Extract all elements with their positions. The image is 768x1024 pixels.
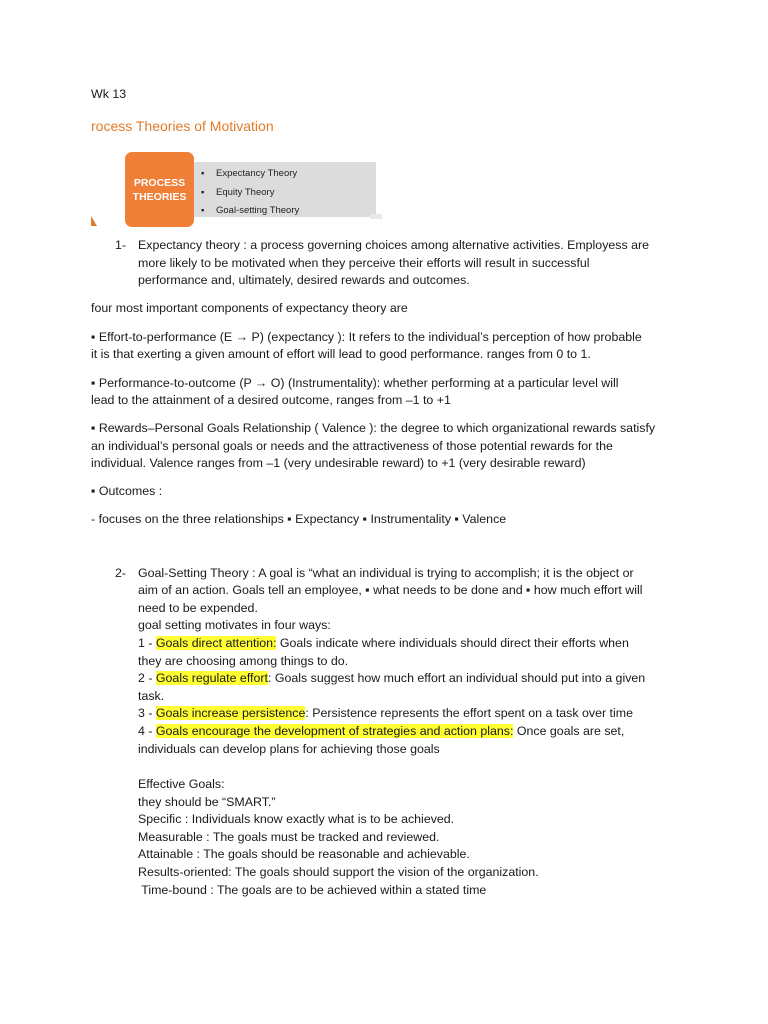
highlighted-phrase: Goals direct attention: [155, 636, 277, 650]
goal-way-line: 3 - Goals increase persistence: Persistence represents the effort spent on a task over time [138, 706, 633, 720]
smart-item: Specific : Individuals know exactly what is to be achieved. [138, 812, 455, 826]
paragraph-line: four most important components of expectancy theory are [91, 301, 408, 315]
smart-item: Results-oriented: The goals should support the vision of the organization. [138, 865, 539, 879]
process-theories-box [125, 152, 194, 227]
paragraph-line: ▪ Performance-to-outcome (P → O) (Instrumentality): whether performing at a particular level will [91, 376, 619, 390]
paragraph-line: individuals can develop plans for achieving those goals [138, 742, 440, 756]
paragraph-line: lead to the attainment of a desired outcome, ranges from –1 to +1 [91, 393, 451, 407]
process-theories-figure [90, 150, 382, 230]
paragraph-line: performance and, ultimately, desired rewards and outcomes. [138, 273, 470, 287]
paragraph-line: ▪ Effort-to-performance (E → P) (expectancy ): It refers to the individual’s perception of how probable [91, 330, 642, 344]
highlighted-phrase: Goals increase persistence [155, 706, 306, 720]
paragraph-line: need to be expended. [138, 601, 258, 615]
paragraph-line: individual. Valence ranges from –1 (very undesirable reward) to +1 (very desirable reward) [91, 456, 586, 470]
paragraph-line: ▪ Rewards–Personal Goals Relationship ( Valence ): the degree to which organizational rewards satisfy [91, 421, 656, 435]
goal-way-line: 2 - Goals regulate effort: Goals suggest how much effort an individual should put into a given [138, 671, 646, 685]
figure-bullet: ▪ Goal-setting Theory [202, 205, 299, 217]
goal-way-line: 4 - Goals encourage the development of strategies and action plans: Once goals are set, [138, 724, 625, 738]
section-heading: rocess Theories of Motivation [91, 118, 274, 134]
figure-bullet: ▪ Expectancy Theory [202, 168, 297, 180]
figure-corner-mark [91, 216, 97, 226]
paragraph-line: Expectancy theory : a process governing choices among alternative activities. Employess are [138, 238, 650, 252]
figure-bullet: ▪ Equity Theory [202, 187, 274, 199]
paragraph-line: ▪ Outcomes : [91, 484, 163, 498]
week-label: Wk 13 [91, 87, 127, 101]
box-label-line1: PROCESS [133, 176, 186, 189]
smart-item: Time-bound : The goals are to be achieved within a stated time [138, 883, 487, 897]
paragraph-line: they are choosing among things to do. [138, 654, 349, 668]
smart-item: Measurable : The goals must be tracked and reviewed. [138, 830, 440, 844]
list-number: 2- [115, 566, 127, 580]
smart-item: Attainable : The goals should be reasonable and achievable. [138, 847, 470, 861]
paragraph-line: Effective Goals: [138, 777, 225, 791]
paragraph-line: task. [138, 689, 165, 703]
figure-edge-mark [370, 214, 382, 219]
paragraph-line: aim of an action. Goals tell an employee, ▪ what needs to be done and ▪ how much effort will [138, 583, 643, 597]
paragraph-line: they should be “SMART.” [138, 795, 276, 809]
goal-way-line: 1 - Goals direct attention: Goals indicate where individuals should direct their efforts when [138, 636, 629, 650]
paragraph-line: Goal-Setting Theory : A goal is “what an individual is trying to accomplish; it is the object or [138, 566, 634, 580]
highlighted-phrase: Goals regulate effort [155, 671, 268, 685]
paragraph-line: it is that exerting a given amount of effort will lead to good performance. ranges from 0 to 1. [91, 347, 591, 361]
box-label-line2: THEORIES [132, 190, 187, 203]
paragraph-line: goal setting motivates in four ways: [138, 618, 331, 632]
paragraph-line: - focuses on the three relationships ▪ Expectancy ▪ Instrumentality ▪ Valence [91, 512, 507, 526]
highlighted-phrase: Goals encourage the development of strategies and action plans: [155, 724, 514, 738]
list-number: 1- [115, 238, 127, 252]
paragraph-line: an individual’s personal goals or needs and the attractiveness of those potential rewards for the [91, 439, 613, 453]
paragraph-line: more likely to be motivated when they perceive their efforts will result in successful [138, 256, 590, 270]
